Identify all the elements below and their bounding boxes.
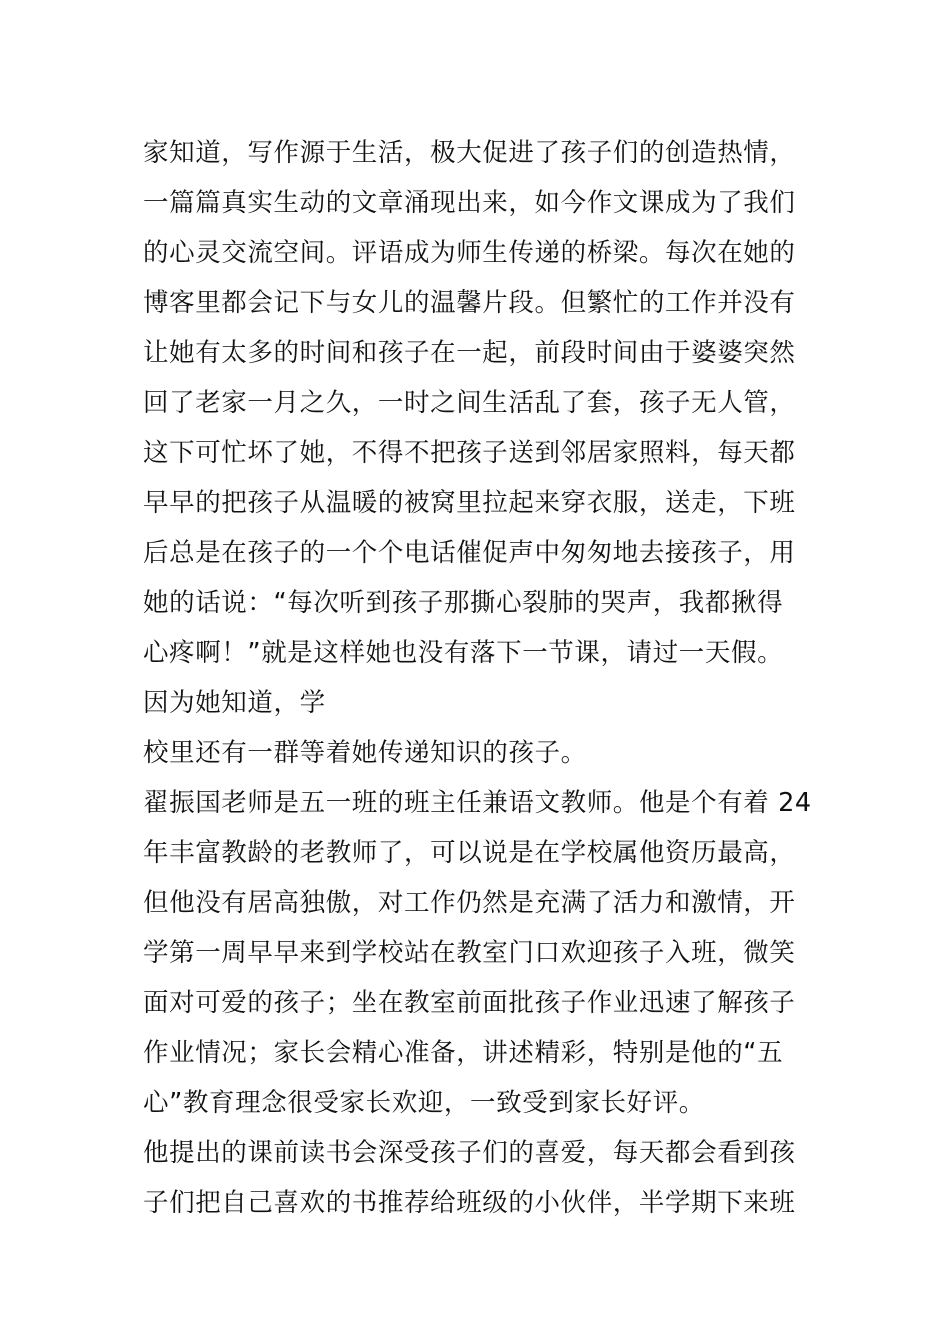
text-line: 博客里都会记下与女儿的温馨片段。但繁忙的工作并没有: [143, 288, 796, 318]
text-line: 的心灵交流空间。评语成为师生传递的桥梁。每次在她的: [143, 238, 796, 268]
text-line: 但他没有居高独傲，对工作仍然是充满了活力和激情，开: [143, 888, 796, 918]
text-line: 面对可爱的孩子；坐在教室前面批孩子作业迅速了解孩子: [143, 988, 796, 1018]
text-line: 后总是在孩子的一个个电话催促声中匆匆地去接孩子，用: [143, 538, 796, 568]
text-line: 家知道，写作源于生活，极大促进了孩子们的创造热情，: [143, 138, 796, 168]
text-line: 作业情况；家长会精心准备，讲述精彩，特别是他的“五: [143, 1038, 784, 1068]
text-line: 一篇篇真实生动的文章涌现出来，如今作文课成为了我们: [143, 188, 796, 218]
text-line: 回了老家一月之久，一时之间生活乱了套，孩子无人管，: [143, 388, 796, 418]
text-line: 这下可忙坏了她，不得不把孩子送到邻居家照料，每天都: [143, 438, 796, 468]
body-text: [143, 128, 813, 1228]
text-line: 子们把自己喜欢的书推荐给班级的小伙伴，半学期下来班: [143, 1188, 796, 1218]
text-line: 早早的把孩子从温暖的被窝里拉起来穿衣服，送走，下班: [143, 488, 796, 518]
text-line: 翟振国老师是五一班的班主任兼语文教师。他是个有着 24: [143, 788, 812, 818]
text-line: 心”教育理念很受家长欢迎，一致受到家长好评。: [143, 1088, 705, 1118]
text-line: 他提出的课前读书会深受孩子们的喜爱，每天都会看到孩: [143, 1138, 796, 1168]
text-line: 校里还有一群等着她传递知识的孩子。: [143, 738, 587, 768]
text-line: 她的话说：“每次听到孩子那撕心裂肺的哭声，我都揪得: [143, 588, 784, 618]
text-line: 因为她知道，学: [143, 688, 326, 718]
text-line: 学第一周早早来到学校站在教室门口欢迎孩子入班，微笑: [143, 938, 796, 968]
text-line: 让她有太多的时间和孩子在一起，前段时间由于婆婆突然: [143, 338, 796, 368]
text-line: 心疼啊！”就是这样她也没有落下一节课，请过一天假。: [143, 638, 784, 668]
text-line: 年丰富教龄的老教师了，可以说是在学校属他资历最高，: [143, 838, 796, 868]
